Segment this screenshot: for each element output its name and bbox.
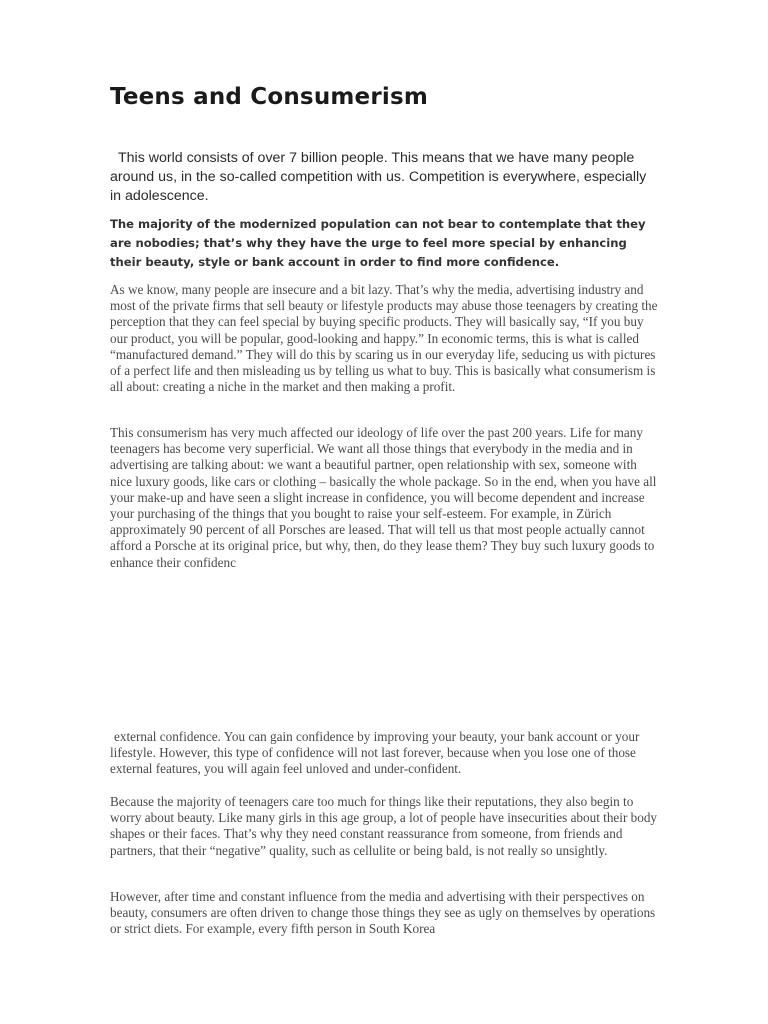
emphasis-paragraph: The majority of the modernized population can not bear to contemplate that they are nobodies; that’s why they have the urge to feel more special by enhancing their beauty, style or bank account in order to find more confidence. — [110, 217, 646, 269]
body-paragraph-3-text: external confidence. You can gain confidence by improving your beauty, your bank account or your lifestyle. However, this type of confidence will not last forever, because when you lose one of those external features, you will again feel unloved and under-confident. — [110, 729, 640, 777]
body-paragraph-2: This consumerism has very much affected our ideology of life over the past 200 years. Life for many teenagers has become very superficial. We want all those things that everybody in the media and in advertising are talking about: we want a beautiful partner, open relationship with sex, someone with nice luxury goods, like cars or clothing – basically the whole package. So in the end, when you have all your make-up and have seen a slight increase in confidence, you will become dependent and increase your purchasing of the things that you bought to raise your self-esteem. For example, in Zürich approximately 90 percent of all Porsches are leased. That will tell us that most people actually cannot afford a Porsche at its original price, but why, then, do they lease them? They buy such luxury goods to enhance their confidenc — [110, 425, 657, 570]
intro-paragraph — [110, 149, 655, 206]
body-paragraph-3 — [110, 729, 660, 778]
body-paragraph-1: As we know, many people are insecure and a bit lazy. That’s why the media, advertising industry and most of the private firms that sell beauty or lifestyle products may abuse those teenagers by creating the perception that they can feel special by buying specific products. They will basically say, “If you buy our product, you will be popular, good-looking and happy.” In economic terms, this is what is called “manufactured demand.” They will do this by scaring us in our everyday life, seducing us with pictures of a perfect life and then misleading us by telling us what to buy. This is basically what consumerism is all about: creating a niche in the market and then making a profit. — [110, 282, 658, 395]
body-paragraph-4: Because the majority of teenagers care too much for things like their reputations, they also begin to worry about beauty. Like many girls in this age group, a lot of people have insecurities about their body shapes or their faces. That’s why they need constant reassurance from someone, from friends and partners, that their “negative” quality, such as cellulite or being bald, is not really so unsightly. — [110, 794, 658, 858]
document-title: Teens and Consumerism — [110, 84, 429, 110]
intro-text: This world consists of over 7 billion people. This means that we have many people around us, in the so-called competition with us. Competition is everywhere, especially in adolescence. — [110, 150, 647, 204]
body-paragraph-5: However, after time and constant influence from the media and advertising with their perspectives on beauty, consumers are often driven to change those things they see as ugly on themselves by operations or strict diets. For example, every fifth person in South Korea — [110, 889, 656, 937]
